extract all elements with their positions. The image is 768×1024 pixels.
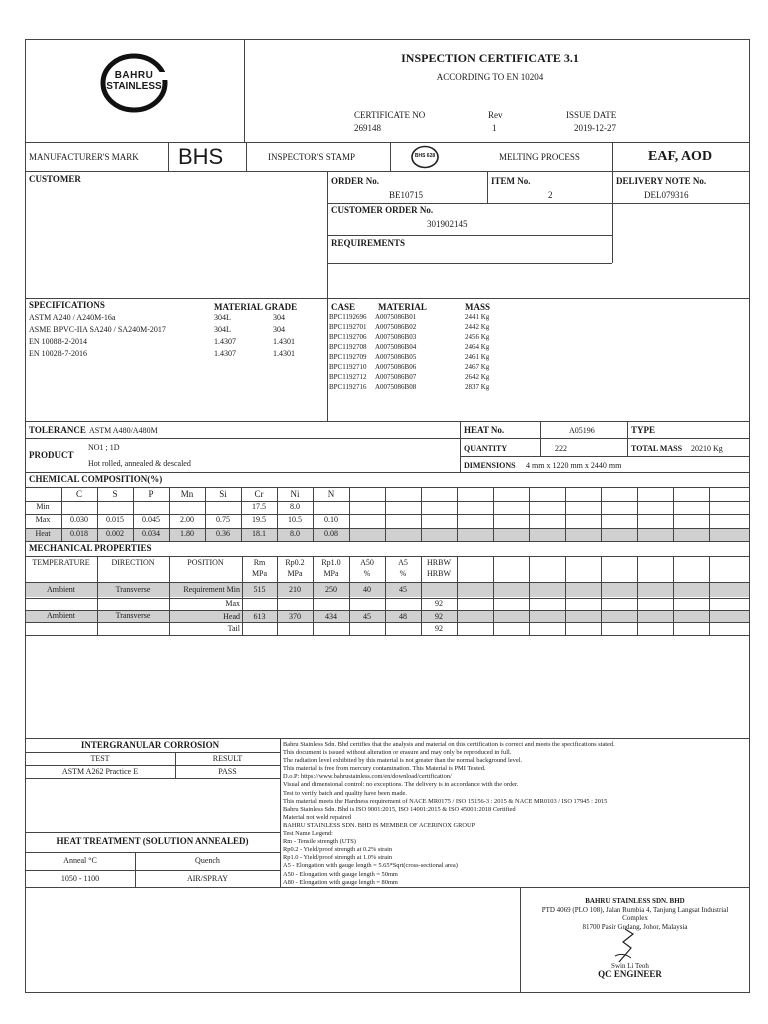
header-direction: DIRECTION (111, 558, 155, 567)
grid-line (97, 556, 98, 636)
grid-line (25, 501, 750, 502)
chem-value: 0.034 (142, 529, 160, 538)
req-temperature: Ambient (47, 585, 75, 594)
case-mass: 2837 Kg (465, 383, 490, 391)
spec-grade-1: 1.4307 (214, 337, 236, 346)
header-hrbw: HRBW (427, 558, 451, 567)
element-header: Cr (254, 489, 264, 499)
heat-no: A05196 (569, 426, 595, 435)
spec-standard: EN 10088-2-2014 (29, 337, 87, 346)
case-id: BPC1192712 (329, 373, 367, 381)
header-a5: A5 (398, 558, 408, 567)
chem-value: 10.5 (288, 515, 302, 524)
chem-value: 0.030 (70, 515, 88, 524)
anneal-temperature: 1050 - 1100 (60, 874, 100, 883)
element-header: S (112, 489, 118, 499)
test-rp02: 370 (289, 612, 301, 621)
order-no-label: ORDER No. (331, 176, 380, 186)
total-mass-label: TOTAL MASS (631, 444, 683, 453)
grid-line (313, 556, 314, 636)
footer-company: BAHRU STAINLESS SDN. BHD (585, 897, 685, 905)
case-material: A0075086B05 (375, 353, 417, 361)
case-label: CASE (331, 302, 356, 312)
test-a5: 48 (399, 612, 407, 621)
test-position-tail: Tail (227, 624, 240, 633)
test-a50: 45 (363, 612, 371, 621)
case-id: BPC1192709 (329, 353, 367, 361)
grid-line (565, 556, 566, 636)
spec-grade-1: 1.4307 (214, 349, 236, 358)
dimensions-label: DIMENSIONS (464, 461, 516, 470)
rev-label: Rev (488, 110, 503, 120)
req-a50: 40 (363, 585, 371, 594)
req-position-max: Max (225, 599, 240, 608)
case-mass: 2467 Kg (465, 363, 490, 371)
dimensions: 4 mm x 1220 mm x 2440 mm (526, 461, 622, 470)
unit-percent: % (399, 569, 407, 578)
element-header: C (75, 489, 82, 499)
test-hrbw-head: 92 (435, 612, 443, 621)
grid-line (709, 556, 710, 636)
test-direction: Transverse (115, 611, 151, 620)
req-rp10: 250 (325, 585, 337, 594)
statement-line: Rp1.0 - Yield/proof strength at 1.0% strain (283, 854, 393, 862)
order-no: BE10715 (389, 190, 424, 200)
spec-grade-1: 304L (214, 325, 231, 334)
chem-value: 2.00 (180, 515, 194, 524)
grid-line (673, 556, 674, 636)
footer-address-1: PTD 4069 (PLO 108), Jalan Rumbia 4, Tanjung Langsat Industrial (541, 906, 729, 914)
statement-line: BAHRU STAINLESS SDN. BHD IS MEMBER OF ACERINOX GROUP (283, 821, 476, 829)
case-material: A0075086B08 (375, 383, 417, 391)
statement-line: Bahru Stainless Sdn. Bhd certifies that the analysis and material on this certification is correct and meets the specifications stated. (283, 741, 615, 748)
certificate-subtitle: ACCORDING TO EN 10204 (436, 72, 544, 82)
chemical-composition-title: CHEMICAL COMPOSITION(%) (29, 474, 163, 484)
rev-value: 1 (492, 123, 497, 133)
quantity: 222 (555, 444, 567, 453)
unit-mpa: MPa (251, 569, 268, 578)
chem-value: 18.1 (252, 529, 266, 538)
inspector-stamp (410, 145, 440, 169)
customer-label: CUSTOMER (29, 174, 81, 184)
igc-result: PASS (218, 767, 237, 776)
customer-order: 301902145 (427, 219, 468, 229)
certification-statement (283, 741, 747, 887)
mass-label: MASS (465, 302, 491, 312)
product-label: PRODUCT (29, 450, 74, 460)
type-label: TYPE (631, 425, 656, 435)
melting-process-label: MELTING PROCESS (499, 152, 580, 162)
statement-line: Visual and dimensional control: no exceptions. The delivery is in accordance with the order. (283, 781, 519, 789)
grid-line (529, 556, 530, 636)
quench-method: AIR/SPRAY (186, 874, 229, 883)
spec-grade-2: 1.4301 (273, 349, 295, 358)
company-logo (98, 52, 170, 114)
spec-grade-1: 304L (214, 313, 231, 322)
test-rp10: 434 (325, 612, 337, 621)
element-header: Si (219, 489, 227, 499)
header-a50: A50 (360, 558, 374, 567)
case-mass: 2456 Kg (465, 333, 490, 341)
item-no: 2 (548, 190, 553, 200)
heat-treatment-title: HEAT TREATMENT (SOLUTION ANNEALED) (56, 836, 249, 846)
test-rm: 613 (253, 612, 266, 621)
grid-line (242, 556, 243, 636)
chem-value: 17.5 (252, 502, 266, 511)
footer-address-3: 81700 Pasir Gudang, Johor, Malaysia (582, 923, 688, 931)
anneal-label: Anneal °C (63, 856, 97, 865)
igc-test-label: TEST (90, 754, 110, 763)
spec-grade-2: 304 (273, 313, 285, 322)
manufacturers-mark-label: MANUFACTURER'S MARK (29, 152, 139, 162)
chem-value: 0.10 (324, 515, 338, 524)
quantity-label: QUANTITY (464, 444, 508, 453)
statement-line: This material meets the Hardness requirement of NACE MR0175 / ISO 15156-3 : 2015 & NACE MR0103 / ISO 17945 : 2015 (283, 797, 608, 805)
case-mass: 2464 Kg (465, 343, 490, 351)
unit-percent: % (363, 569, 371, 578)
req-position-min: Requirement Min (183, 585, 240, 594)
element-header: N (327, 489, 335, 499)
igc-title: INTERGRANULAR CORROSION (80, 740, 220, 750)
test-temperature: Ambient (47, 611, 75, 620)
statement-line: A80 - Elongation with gauge length = 80mm (283, 878, 398, 886)
grid-line (25, 598, 750, 599)
header-rm: Rm (253, 558, 266, 567)
case-id: BPC1192716 (329, 383, 367, 391)
chem-value: 0.75 (216, 515, 230, 524)
chem-row-label: Heat (35, 529, 51, 538)
grid-line (25, 622, 750, 623)
chem-value: 8.0 (290, 502, 300, 511)
unit-mpa: MPa (323, 569, 339, 578)
chem-value: 0.018 (70, 529, 88, 538)
logo-text-line1: BAHRU (114, 70, 154, 81)
chem-value: 0.015 (106, 515, 124, 524)
grid-line (25, 582, 750, 583)
issue-date-label: ISSUE DATE (566, 110, 617, 120)
case-id: BPC1192701 (329, 323, 367, 331)
chem-value: 0.08 (324, 529, 338, 538)
req-a5: 45 (399, 585, 407, 594)
statement-line: A50 - Elongation with gauge length = 50mm (283, 870, 398, 878)
spec-standard: ASTM A240 / A240M-16a (29, 313, 116, 322)
quench-label: Quench (195, 856, 220, 865)
test-position-head: Head (223, 612, 240, 621)
inspectors-stamp-label: INSPECTOR'S STAMP (268, 152, 356, 162)
delivery-note-label: DELIVERY NOTE No. (616, 176, 707, 186)
melting-process-value: EAF, AOD (648, 149, 713, 164)
case-id: BPC1192696 (329, 313, 367, 321)
grid-line (457, 556, 458, 636)
grid-line (601, 556, 602, 636)
signer-title: QC ENGINEER (598, 969, 662, 979)
grid-line (637, 556, 638, 636)
element-header: Ni (290, 489, 300, 499)
statement-line: Material not weld repaired (283, 813, 351, 821)
case-material: A0075086B02 (375, 323, 417, 331)
req-hrbw-max: 92 (435, 599, 443, 608)
case-material: A0075086B06 (375, 363, 417, 371)
statement-line: Rp0.2 - Yield/proof strength at 0.2% strain (283, 846, 393, 854)
statement-line: The radiation level exhibited by this material is not greater than the normal background level. (283, 757, 523, 765)
statement-line: Test Name Legend: (283, 830, 333, 838)
chem-row-label: Min (36, 502, 50, 511)
spec-standard: EN 10028-7-2016 (29, 349, 87, 358)
header-temperature: TEMPERATURE (32, 558, 90, 567)
grid-line (349, 556, 350, 636)
grid-line (385, 556, 386, 636)
element-header: Mn (180, 489, 194, 499)
certificate-title: INSPECTION CERTIFICATE 3.1 (401, 51, 579, 65)
chem-value: 19.5 (252, 515, 266, 524)
element-header: P (148, 489, 154, 499)
unit-mpa: MPa (287, 569, 303, 578)
product-description: Hot rolled, annealed & descaled (88, 459, 191, 468)
unit-hrbw: HRBW (427, 569, 451, 578)
igc-test: ASTM A262 Practice E (61, 767, 139, 776)
customer-order-label: CUSTOMER ORDER No. (331, 205, 434, 215)
statement-line: A5 - Elongation with gauge length = 5.65*Sqrt(cross-sectional area) (283, 862, 458, 870)
footer-address-2: Complex (622, 914, 648, 922)
case-mass: 2642 Kg (465, 373, 490, 381)
manufacturers-mark-value: BHS (178, 144, 224, 169)
statement-line: D.o.P: https://www.bahrustainless.com/en/download/certification/ (283, 773, 452, 781)
heat-no-label: HEAT No. (464, 425, 505, 435)
tolerance-label: TOLERANCE (29, 425, 86, 435)
chem-value: 8.0 (290, 529, 300, 538)
req-rp02: 210 (289, 585, 301, 594)
logo-text-line2: STAINLESS (106, 81, 162, 92)
case-material: A0075086B04 (375, 343, 417, 351)
stamp-text: BHS 628 (414, 153, 436, 159)
case-material: A0075086B07 (375, 373, 417, 381)
signature-icon (605, 926, 645, 966)
certificate-no-label: CERTIFICATE NO (354, 110, 426, 120)
case-id: BPC1192710 (329, 363, 367, 371)
signer-name: Swin Li Teoh (611, 962, 649, 970)
header-rp10: Rp1.0 (321, 558, 341, 567)
chem-row-label: Max (35, 515, 51, 524)
statement-line: Bahru Stainless Sdn. Bhd is ISO 9001:2015, ISO 14001:2015 & ISO 45001:2018 Certified (283, 805, 516, 813)
chem-value: 0.36 (216, 529, 230, 538)
header-position: POSITION (187, 558, 224, 567)
chem-value: 0.045 (142, 515, 160, 524)
chem-value: 1.80 (180, 529, 194, 538)
test-hrbw-tail: 92 (435, 624, 443, 633)
case-material: A0075086B03 (375, 333, 417, 341)
req-rm: 515 (253, 585, 266, 594)
spec-standard: ASME BPVC-IIA SA240 / SA240M-2017 (29, 325, 166, 334)
grid-line (493, 556, 494, 636)
requirements-label: REQUIREMENTS (331, 238, 406, 248)
spec-grade-2: 1.4301 (273, 337, 295, 346)
chem-value: 0.002 (106, 529, 124, 538)
product-finish: NO1 ; 1D (88, 443, 120, 452)
igc-result-label: RESULT (212, 754, 243, 763)
case-id: BPC1192706 (329, 333, 367, 341)
header-rp02: Rp0.2 (285, 558, 305, 567)
spec-grade-2: 304 (273, 325, 285, 334)
tolerance-value: ASTM A480/A480M (89, 426, 158, 435)
case-id: BPC1192708 (329, 343, 367, 351)
specifications-label: SPECIFICATIONS (29, 300, 105, 310)
mechanical-properties-title: MECHANICAL PROPERTIES (29, 543, 152, 553)
total-mass: 20210 Kg (691, 444, 723, 453)
case-mass: 2442 Kg (465, 323, 490, 331)
req-direction: Transverse (115, 585, 151, 594)
statement-line: Test to verify batch and quality have been made. (283, 789, 407, 797)
statement-line: Rm - Tensile strength (UTS) (283, 838, 356, 846)
case-mass: 2461 Kg (465, 353, 490, 361)
case-material: A0075086B01 (375, 313, 417, 321)
statement-line: This material is free from mercury contamination. This Material is PMI Tested. (283, 765, 486, 773)
delivery-note: DEL079316 (644, 190, 689, 200)
item-no-label: ITEM No. (491, 176, 531, 186)
material-label: MATERIAL (378, 302, 427, 312)
issue-date: 2019-12-27 (574, 123, 616, 133)
certificate-no: 269148 (354, 123, 381, 133)
blank-area (25, 635, 750, 739)
material-grade-label: MATERIAL GRADE (214, 302, 298, 312)
grid-line (169, 556, 170, 636)
grid-line (277, 556, 278, 636)
statement-line: This document is issued without alteration or erasure and may only be reproduced in full. (283, 749, 512, 757)
case-mass: 2441 Kg (465, 313, 490, 321)
